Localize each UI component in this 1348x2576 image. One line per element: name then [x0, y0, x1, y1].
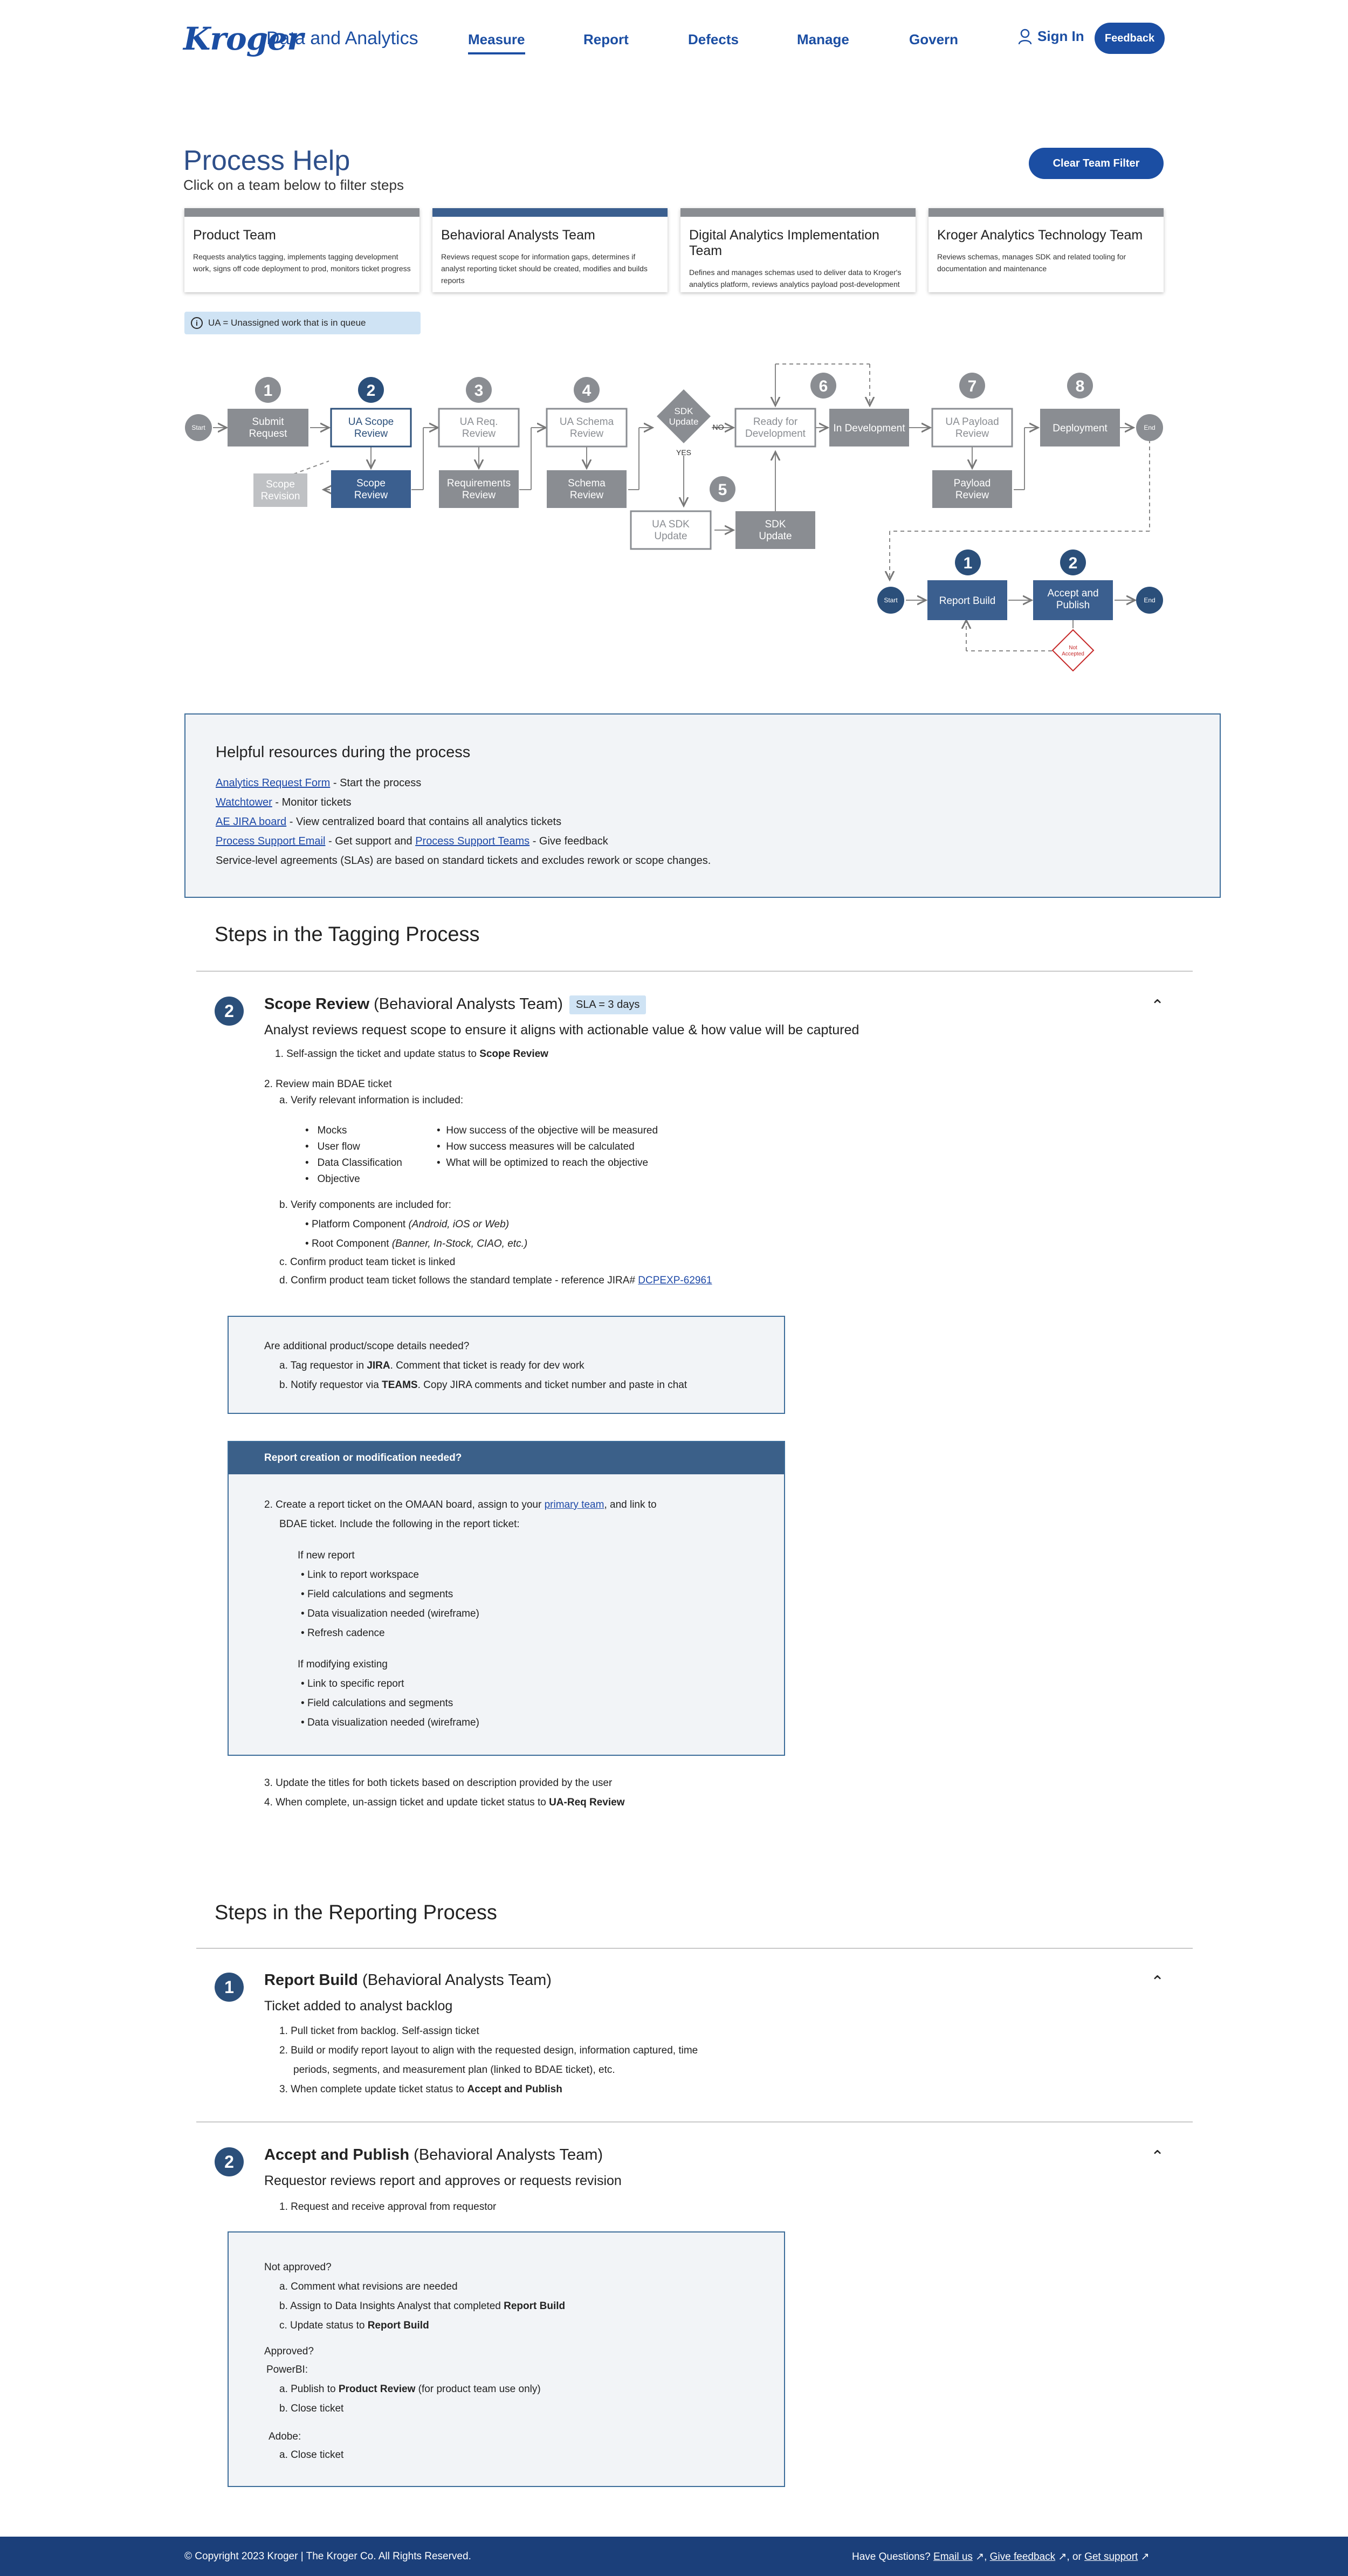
resource-line-3	[216, 816, 561, 828]
team-desc: Requests analytics tagging, implements tagging development work, signs off code deployment to prod, monitors ticket progress	[193, 252, 411, 273]
node-label-line: Accept and	[1047, 588, 1099, 599]
watchtower-link[interactable]: Watchtower	[216, 796, 272, 808]
callout-report-creation	[228, 1441, 785, 1756]
resource-line-2	[216, 796, 352, 809]
copyright-text: © Copyright 2023 Kroger | The Kroger Co. All Rights Reserved.	[184, 2551, 471, 2562]
resources-title: Helpful resources during the process	[216, 744, 471, 761]
page-subtitle: Click on a team below to filter steps	[183, 177, 404, 193]
callout-question: Approved?	[264, 2346, 314, 2357]
step-instruction: 4. When complete, un-assign ticket and update ticket status to UA-Req Review	[264, 1797, 625, 1808]
callout-item: BDAE ticket. Include the following in the report ticket:	[279, 1519, 520, 1530]
label-no: NO	[712, 423, 724, 431]
step-heading	[264, 995, 646, 1014]
external-link-icon: ↗	[1058, 2551, 1067, 2563]
team-card-behavioral[interactable]	[432, 208, 668, 292]
step-number-badge: 2	[215, 997, 244, 1026]
step-subtitle: Analyst reviews request scope to ensure it aligns with actionable value & how value will be captured	[264, 1022, 859, 1038]
bullet-item: • Platform Component (Android, iOS or Web)	[305, 1219, 510, 1230]
external-link-icon: ↗	[975, 2551, 985, 2563]
step-number-8: 8	[1075, 377, 1085, 395]
report-number-2: 2	[1068, 554, 1078, 572]
node-label-line: Report Build	[939, 595, 996, 607]
kroger-logo[interactable]: Kroger	[183, 20, 303, 57]
step-number-7: 7	[967, 377, 977, 395]
feedback-button[interactable]: Feedback	[1095, 23, 1165, 54]
tagging-section-title: Steps in the Tagging Process	[215, 923, 480, 946]
callout-question: Not approved?	[264, 2262, 332, 2273]
resource-desc: - View centralized board that contains all analytics tickets	[286, 816, 562, 828]
user-icon	[1018, 29, 1032, 45]
node-label-line: Accepted	[1062, 651, 1084, 657]
node-label-line: Requirements	[446, 478, 511, 489]
node-label-line: Review	[354, 428, 388, 439]
node-label-line: Scope	[266, 479, 295, 490]
node-payload-review	[954, 478, 991, 501]
process-support-teams-link[interactable]: Process Support Teams	[415, 835, 530, 847]
node-in-development	[833, 423, 905, 434]
team-card-product[interactable]	[184, 208, 419, 292]
step-instruction: 1. Request and receive approval from requestor	[279, 2201, 497, 2213]
callout-item: c. Update status to Report Build	[279, 2320, 429, 2331]
bullet-item: • Link to specific report	[301, 1678, 404, 1689]
team-card-digital[interactable]	[680, 208, 916, 292]
analytics-request-form-link[interactable]: Analytics Request Form	[216, 777, 331, 789]
node-deployment	[1053, 423, 1108, 434]
node-label-line: Deployment	[1053, 423, 1108, 434]
node-label-line: Revision	[260, 490, 300, 502]
node-ready-for-development	[745, 416, 806, 439]
nav-govern[interactable]: Govern	[909, 31, 959, 47]
reporting-section-title: Steps in the Reporting Process	[215, 1901, 497, 1924]
resource-desc: - Monitor tickets	[272, 796, 352, 808]
callout-item: a. Tag requestor in JIRA. Comment that ticket is ready for dev work	[279, 1360, 584, 1371]
step-number-2: 2	[366, 382, 376, 400]
process-support-email-link[interactable]: Process Support Email	[216, 835, 326, 847]
node-label-line: Review	[354, 489, 388, 501]
jira-ticket-link[interactable]: DCPEXP-62961	[638, 1275, 712, 1286]
step-instruction: 2. Build or modify report layout to align with the requested design, information captured, time	[279, 2045, 698, 2056]
callout-approval	[228, 2231, 785, 2487]
node-label-line: In Development	[833, 423, 905, 434]
node-label-line: Review	[462, 428, 496, 439]
bullet-item: • Mocks	[305, 1125, 347, 1136]
team-name: Product Team	[193, 228, 276, 243]
nav-report[interactable]: Report	[583, 31, 629, 47]
callout-item: a. Close ticket	[279, 2449, 344, 2461]
bullet-item: • Data visualization needed (wireframe)	[301, 1608, 479, 1619]
divider	[196, 971, 1193, 972]
divider	[196, 1948, 1193, 1949]
step-instruction: periods, segments, and measurement plan (linked to BDAE ticket), etc.	[293, 2064, 615, 2076]
team-desc: Defines and manages schemas used to deliver data to Kroger's analytics platform, reviews analytics payload post-development	[689, 268, 902, 288]
bullet-item: • What will be optimized to reach the objective	[437, 1157, 649, 1169]
node-label-line: Review	[955, 489, 989, 501]
nav-manage[interactable]: Manage	[797, 31, 849, 47]
callout-subheading: Adobe:	[269, 2431, 301, 2442]
sla-note: Service-level agreements (SLAs) are based on standard tickets and excludes rework or scope changes.	[216, 855, 711, 867]
step-number-5: 5	[718, 481, 727, 499]
footer-links: Have Questions? Email us ↗, Give feedback ↗, or Get support ↗	[852, 2551, 1150, 2563]
step-number-3: 3	[474, 382, 484, 400]
team-name: Digital Analytics Implementation Team	[689, 228, 879, 258]
node-label-line: UA Schema	[559, 416, 614, 428]
team-desc: Reviews schemas, manages SDK and related tooling for documentation and maintenance	[937, 252, 1126, 273]
node-label-line: Review	[569, 489, 604, 501]
label-yes: YES	[676, 448, 692, 457]
node-label-line: UA Payload	[945, 416, 999, 428]
step-number-badge: 1	[215, 1973, 244, 2002]
step-instruction: b. Verify components are included for:	[279, 1199, 451, 1211]
callout-subheading: If modifying existing	[298, 1659, 388, 1670]
app-title[interactable]: Data and Analytics	[266, 28, 418, 49]
team-name: Behavioral Analysts Team	[441, 228, 595, 243]
node-label-line: SDK	[674, 406, 693, 416]
node-label-line: SDK	[765, 519, 786, 530]
clear-team-filter-button[interactable]: Clear Team Filter	[1029, 148, 1164, 179]
step-number-badge: 2	[215, 2147, 244, 2176]
callout-item: a. Publish to Product Review (for product team use only)	[279, 2383, 541, 2395]
resource-line-1	[216, 777, 421, 789]
divider	[196, 2121, 1193, 2122]
bullet-item: • Objective	[305, 1173, 360, 1185]
team-card-technology[interactable]	[929, 208, 1164, 292]
node-label-line: Ready for	[753, 416, 798, 428]
bullet-item: • Data visualization needed (wireframe)	[301, 1717, 479, 1728]
footer	[0, 2537, 1348, 2576]
sla-badge: SLA = 3 days	[569, 995, 646, 1014]
step-heading: Accept and Publish (Behavioral Analysts Team)	[264, 2146, 603, 2163]
bullet-item: • User flow	[305, 1141, 360, 1152]
nav-measure[interactable]: Measure	[468, 31, 525, 54]
node-schema-review	[568, 478, 606, 501]
bullet-item: • Refresh cadence	[301, 1627, 385, 1639]
node-label-line: Scope	[356, 478, 386, 489]
end-label: End	[1144, 424, 1156, 431]
callout-item: b. Assign to Data Insights Analyst that completed Report Build	[279, 2300, 566, 2312]
callout-item: a. Comment what revisions are needed	[279, 2281, 458, 2292]
bullet-item: • How success measures will be calculated	[437, 1141, 635, 1152]
sign-in-link[interactable]	[1018, 28, 1084, 45]
step-heading: Report Build (Behavioral Analysts Team)	[264, 1972, 552, 1989]
top-header	[0, 0, 1348, 75]
resource-desc: - Give feedback	[529, 835, 608, 847]
callout-subheading: If new report	[298, 1550, 355, 1561]
callout-heading: Report creation or modification needed?	[229, 1442, 784, 1474]
step-number-1: 1	[263, 382, 273, 400]
report-number-1: 1	[963, 554, 973, 572]
email-us-link[interactable]: Email us	[933, 2551, 973, 2563]
node-submit-request	[249, 416, 287, 439]
node-label-line: Update	[669, 416, 699, 427]
resource-desc: - Start the process	[330, 777, 422, 789]
step-team: (Behavioral Analysts Team)	[369, 995, 563, 1013]
info-icon: i	[191, 317, 203, 329]
resource-desc: - Get support and	[325, 835, 416, 847]
callout-item: b. Close ticket	[279, 2403, 344, 2414]
bullet-item: • Field calculations and segments	[301, 1589, 453, 1600]
step-number-6: 6	[819, 377, 828, 395]
primary-team-link[interactable]: primary team	[544, 1499, 604, 1510]
chevron-up-icon[interactable]: ⌃	[1151, 1973, 1165, 1991]
node-label-line: Payload	[953, 478, 991, 489]
node-label-line: Update	[654, 530, 687, 542]
step-instruction: 2. Review main BDAE ticket	[264, 1079, 392, 1090]
report-start-label: Start	[884, 596, 898, 604]
nav-defects[interactable]: Defects	[688, 31, 739, 47]
get-support-link[interactable]: Get support	[1084, 2551, 1138, 2563]
page-title: Process Help	[183, 145, 350, 176]
step-instruction: 3. Update the titles for both tickets based on description provided by the user	[264, 1777, 613, 1789]
step-subtitle: Ticket added to analyst backlog	[264, 1998, 453, 2014]
node-label-line: Review	[955, 428, 989, 439]
team-desc: Reviews request scope for information gaps, determines if analyst reporting ticket should be created, modifies and builds reports	[441, 252, 648, 285]
resource-line-4	[216, 835, 608, 848]
bullet-item: • Link to report workspace	[301, 1569, 419, 1581]
report-end-label: End	[1144, 596, 1156, 604]
callout-question: Are additional product/scope details needed?	[264, 1341, 470, 1352]
start-label: Start	[191, 424, 205, 431]
bullet-item: • Field calculations and segments	[301, 1698, 453, 1709]
step-instruction: d. Confirm product team ticket follows the standard template - reference JIRA# DCPEXP-62961	[279, 1275, 712, 1286]
node-scope-revision	[261, 479, 300, 502]
node-ua-scope-review	[348, 416, 394, 439]
ua-legend-note	[184, 312, 421, 334]
node-label-line: Not	[1069, 645, 1077, 651]
give-feedback-link[interactable]: Give feedback	[989, 2551, 1056, 2563]
external-link-icon: ↗	[1140, 2551, 1150, 2563]
step-instruction: 3. When complete update ticket status to Accept and Publish	[279, 2084, 562, 2095]
node-report-build	[939, 595, 996, 607]
callout-additional-details	[228, 1316, 785, 1414]
bullet-item: • Data Classification	[305, 1157, 402, 1169]
node-label-line: Schema	[568, 478, 606, 489]
sign-in-label: Sign In	[1037, 28, 1084, 44]
step-instruction: a. Verify relevant information is included:	[279, 1095, 464, 1106]
ae-jira-board-link[interactable]: AE JIRA board	[216, 816, 287, 828]
node-label-line: Review	[569, 428, 604, 439]
node-label-line: Submit	[252, 416, 284, 428]
step-subtitle: Requestor reviews report and approves or requests revision	[264, 2173, 622, 2188]
footer-question: Have Questions?	[852, 2551, 934, 2563]
callout-item: b. Notify requestor via TEAMS. Copy JIRA comments and ticket number and paste in chat	[279, 1379, 687, 1391]
node-ua-req-review	[460, 416, 498, 439]
helpful-resources-panel	[184, 713, 1221, 898]
team-name: Kroger Analytics Technology Team	[937, 228, 1143, 243]
node-scope-review	[354, 478, 388, 501]
chevron-up-icon[interactable]: ⌃	[1151, 2148, 1165, 2166]
node-label-line: Publish	[1056, 599, 1090, 611]
bullet-item: • How success of the objective will be measured	[437, 1125, 658, 1136]
chevron-up-icon[interactable]: ⌃	[1151, 997, 1165, 1015]
callout-subheading: PowerBI:	[266, 2364, 308, 2375]
node-label-line: Update	[759, 530, 792, 542]
node-label-line: UA Scope	[348, 416, 394, 428]
step-name: Scope Review	[264, 995, 370, 1013]
node-label-line: Request	[249, 428, 287, 439]
step-instruction: c. Confirm product team ticket is linked	[279, 1256, 456, 1268]
process-flow-diagram	[0, 351, 1348, 685]
bullet-item: • Root Component (Banner, In-Stock, CIAO, etc.)	[305, 1238, 528, 1249]
node-label-line: Development	[745, 428, 806, 439]
ua-note-text: UA = Unassigned work that is in queue	[208, 318, 366, 328]
node-label-line: Review	[462, 489, 496, 501]
step-instruction: 1. Pull ticket from backlog. Self-assign ticket	[279, 2025, 479, 2037]
node-ua-sdk-update	[652, 519, 690, 542]
step-number-4: 4	[582, 382, 592, 400]
node-label-line: UA SDK	[652, 519, 690, 530]
node-label-line: UA Req.	[459, 416, 498, 428]
callout-item: 2. Create a report ticket on the OMAAN board, assign to your primary team, and link to	[264, 1499, 657, 1510]
step-instruction: 1. Self-assign the ticket and update status to Scope Review	[275, 1048, 548, 1060]
